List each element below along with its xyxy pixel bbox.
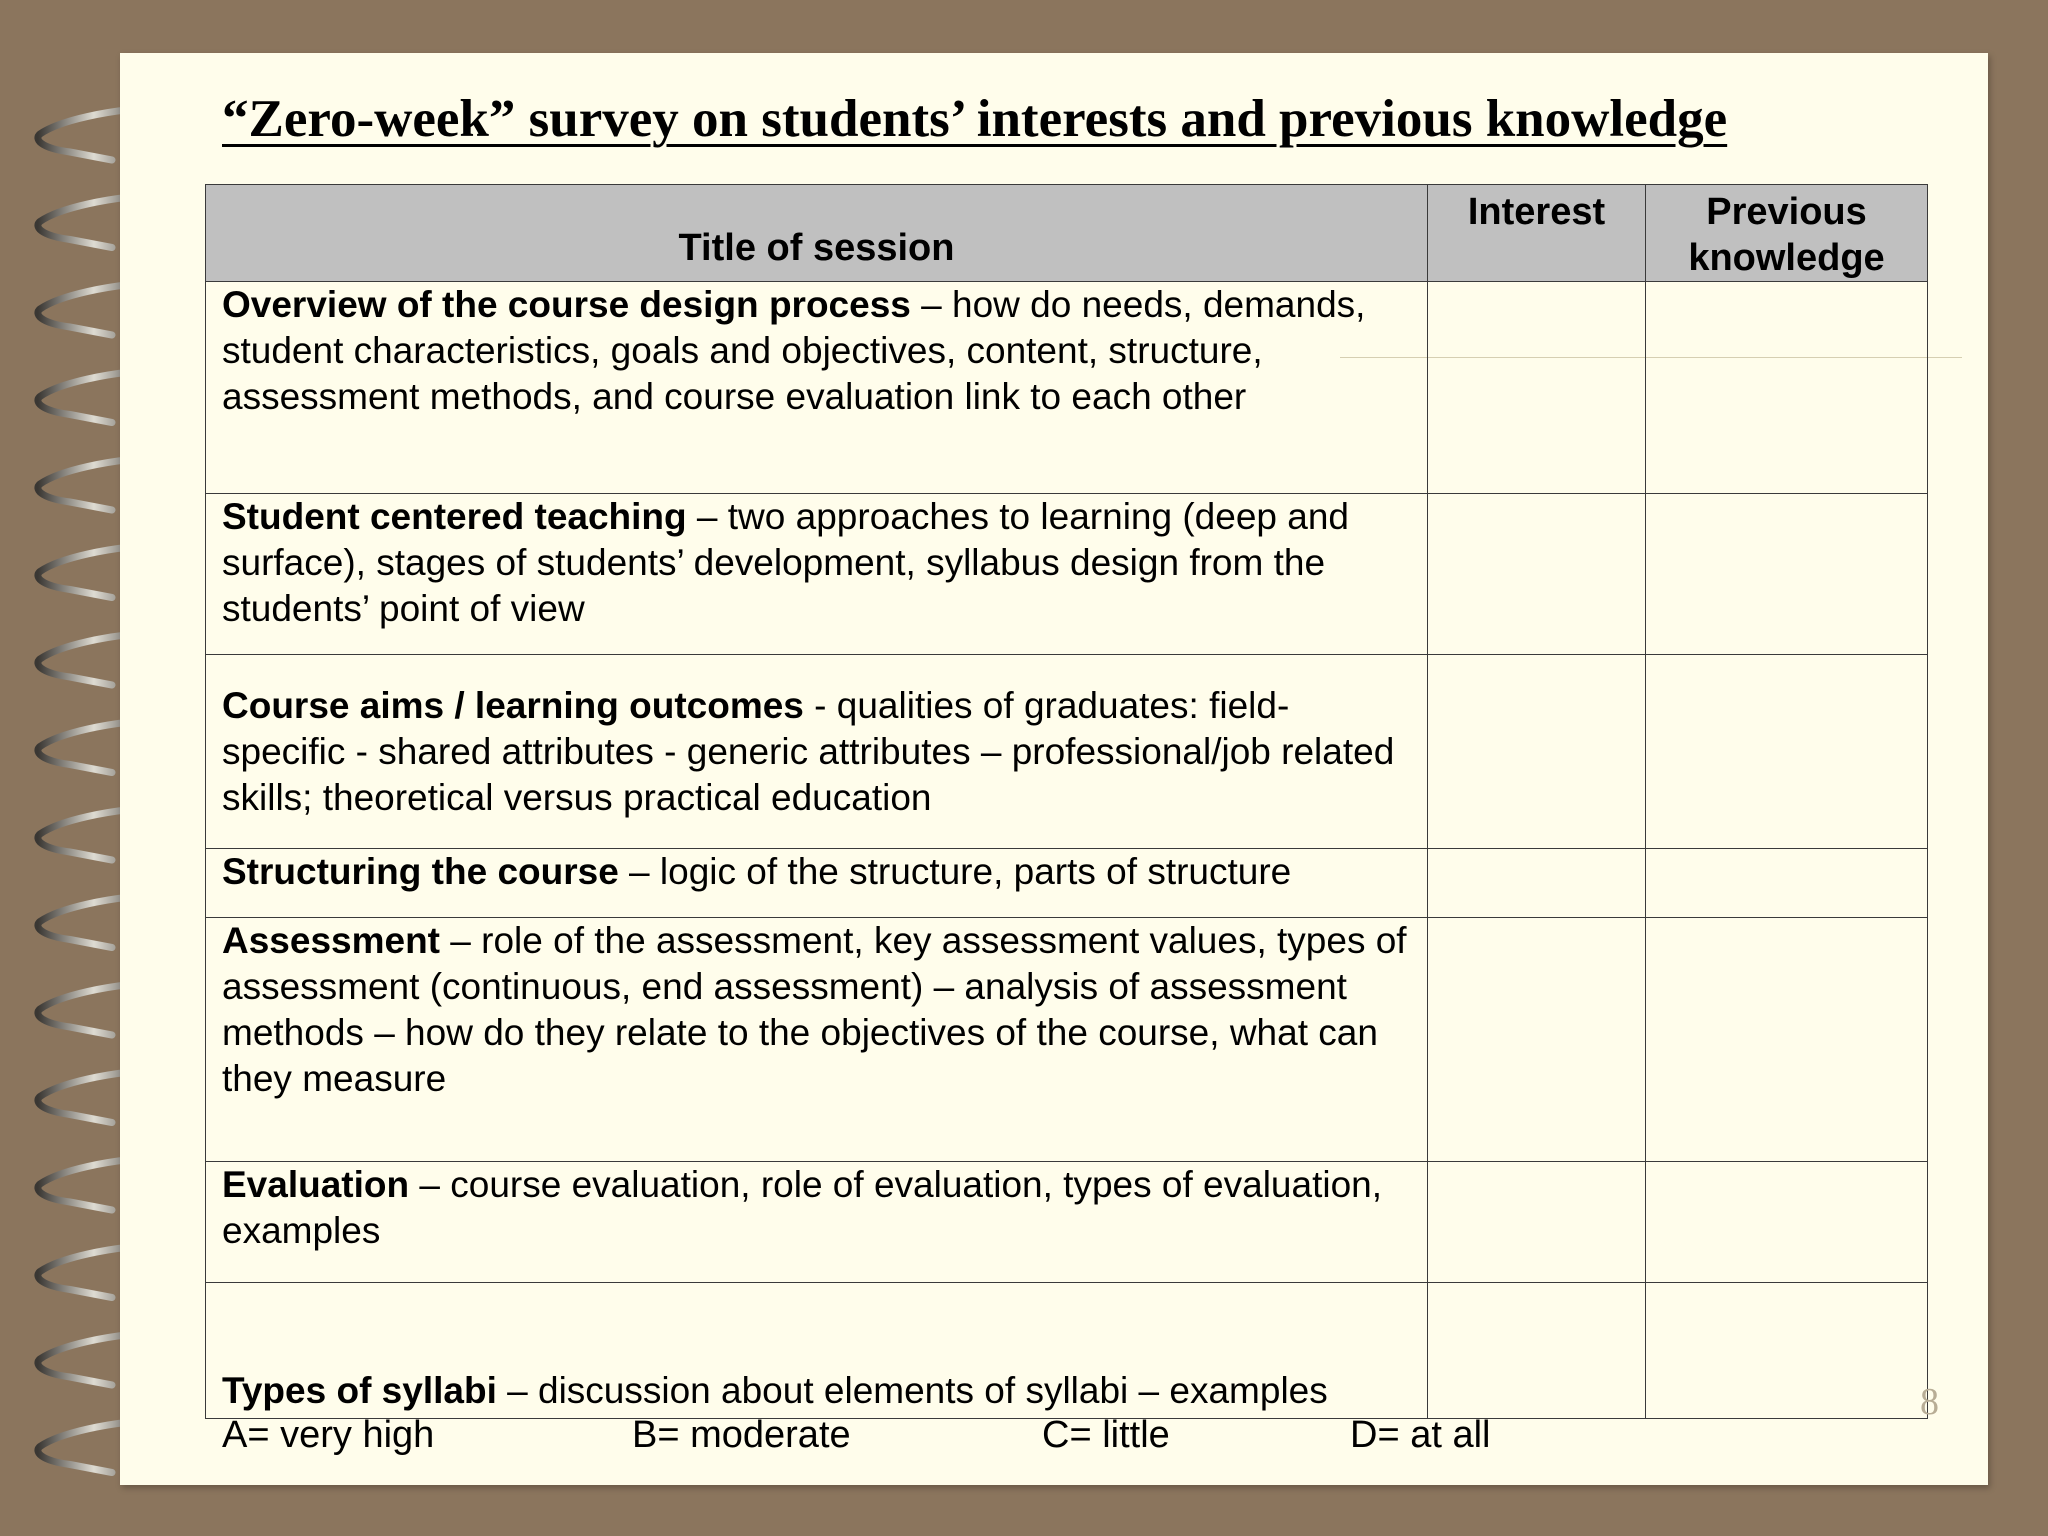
session-title: Assessment [222,920,441,961]
session-description: – role of the assessment, key assessment values, types of assessment (continuous, end assessment) – analysis of assessment methods – how do they relate to the objectives of the course, what can they measure [222,920,1407,1099]
interest-cell[interactable] [1428,494,1646,655]
table-row [206,1283,1928,1419]
session-description: - qualities of graduates: field-specific - shared attributes - generic attributes – professional/job related skills; theoretical versus practical education [222,684,1395,818]
interest-cell[interactable] [1428,849,1646,918]
table-row [206,655,1928,849]
legend-a: A= very high [222,1414,435,1456]
table-row [206,1162,1928,1283]
session-title: Evaluation [222,1164,410,1205]
survey-table [205,184,1928,1419]
legend-d: D= at all [1350,1414,1491,1456]
previous-knowledge-cell[interactable] [1646,282,1928,494]
session-cell [206,918,1428,1162]
legend-b: B= moderate [632,1414,851,1456]
interest-cell[interactable] [1428,282,1646,494]
session-cell [206,655,1428,849]
previous-knowledge-cell[interactable] [1646,1283,1928,1419]
previous-knowledge-cell[interactable] [1646,1162,1928,1283]
session-title: Student centered teaching [222,496,687,537]
session-description: – course evaluation, role of evaluation, types of evaluation, examples [222,1164,1383,1251]
session-title: Course aims / learning outcomes [222,684,804,726]
session-cell [206,849,1428,918]
slide-title: “Zero-week” survey on students’ interests and previous knowledge [222,90,1728,148]
session-description: – two approaches to learning (deep and surface), stages of students’ development, syllabus design from the students’ point of view [222,496,1349,629]
interest-cell[interactable] [1428,655,1646,849]
session-title: Structuring the course [222,851,619,892]
table-header-row [206,185,1928,282]
previous-knowledge-cell[interactable] [1646,918,1928,1162]
session-cell [206,282,1428,494]
legend-c: C= little [1042,1414,1170,1456]
table-row [206,918,1928,1162]
session-title: Overview of the course design process [222,284,911,325]
session-description: – how do needs, demands, student characteristics, goals and objectives, content, structure, assessment methods, and course evaluation link to each other [222,284,1366,417]
page-number: 8 [1920,1381,1939,1423]
interest-cell[interactable] [1428,1162,1646,1283]
interest-cell[interactable] [1428,918,1646,1162]
header-previous-knowledge: Previous knowledge [1646,185,1928,282]
previous-knowledge-cell[interactable] [1646,494,1928,655]
table-row [206,849,1928,918]
table-row [206,282,1928,494]
session-description: – logic of the structure, parts of structure [618,851,1292,892]
previous-knowledge-cell[interactable] [1646,849,1928,918]
interest-cell[interactable] [1428,1283,1646,1419]
session-cell [206,1162,1428,1283]
session-cell [206,494,1428,655]
session-title: Types of syllabi [222,1370,497,1411]
previous-knowledge-cell[interactable] [1646,655,1928,849]
header-title-of-session: Title of session [206,185,1428,282]
header-interest: Interest [1428,185,1646,282]
session-cell [206,1283,1428,1419]
session-description: – discussion about elements of syllabi – examples [496,1370,1328,1411]
rating-legend [0,1414,2048,1464]
table-row [206,494,1928,655]
